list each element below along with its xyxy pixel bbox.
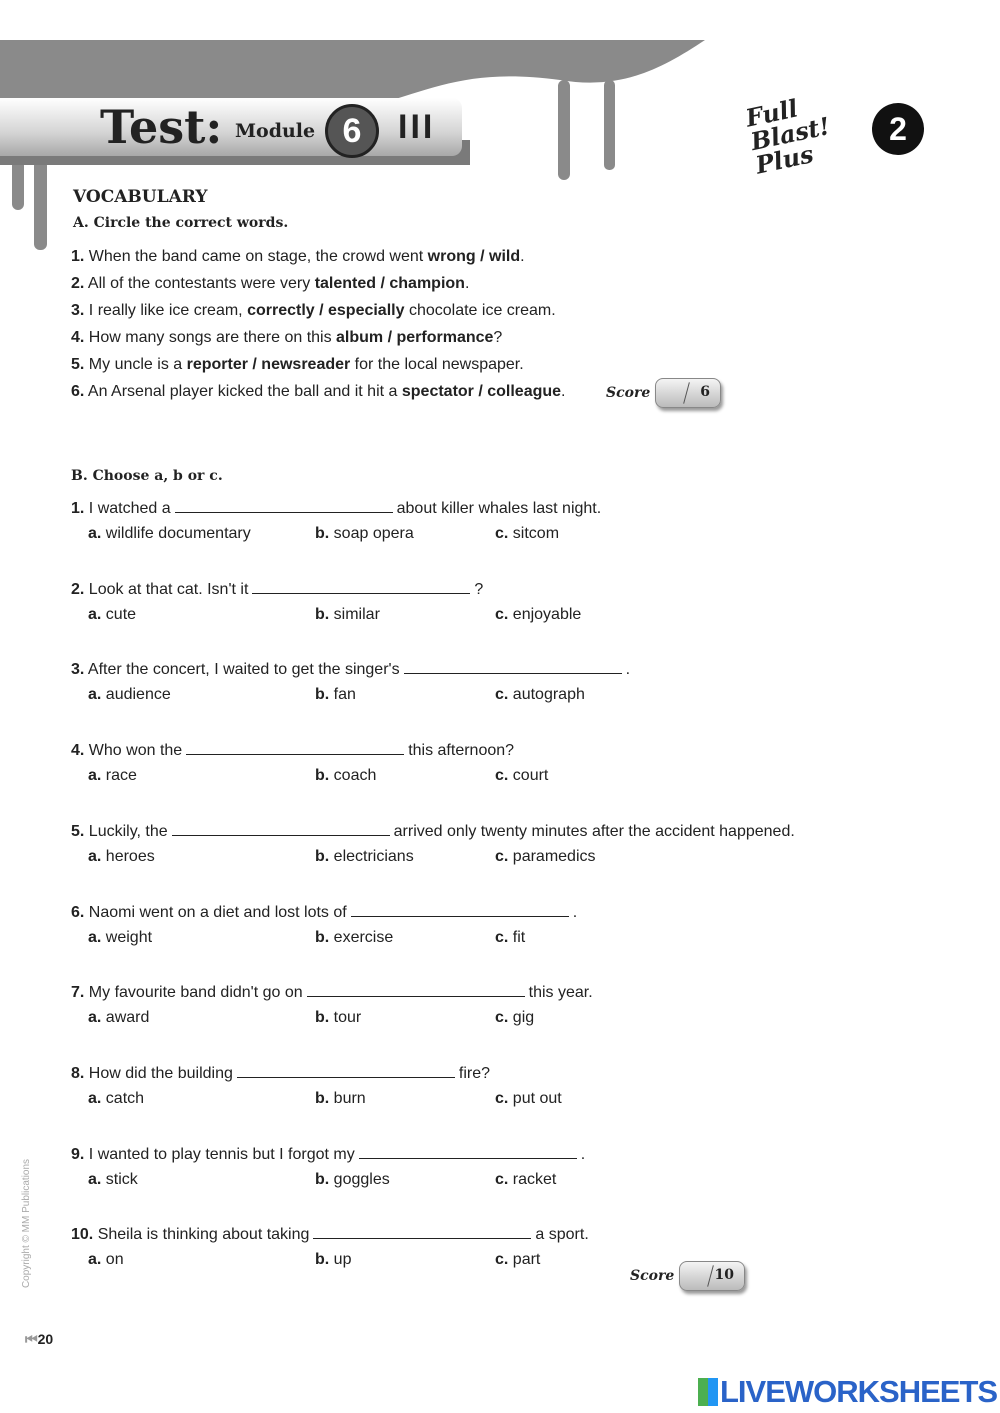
part-a-score-box[interactable] bbox=[655, 378, 721, 408]
option-text: paramedics bbox=[512, 847, 596, 865]
option-letter: b. bbox=[315, 525, 330, 542]
module-label: Module bbox=[235, 120, 316, 142]
part-b-question bbox=[71, 902, 577, 922]
question-text: Sheila is thinking about taking bbox=[97, 1226, 310, 1244]
option-letter: a. bbox=[88, 1251, 102, 1269]
question-text-end: this afternoon? bbox=[408, 742, 515, 760]
question-text-end: fire? bbox=[458, 1064, 491, 1082]
option-letter: b. bbox=[315, 1089, 330, 1107]
option-letter: b. bbox=[315, 686, 330, 704]
answer-blank[interactable] bbox=[175, 498, 393, 513]
word-choice[interactable]: talented / champion bbox=[314, 275, 465, 292]
question-text-end: . bbox=[625, 661, 631, 679]
rewind-icon: ⏮ bbox=[25, 1331, 38, 1347]
option-b[interactable] bbox=[315, 606, 380, 624]
option-text: race bbox=[105, 767, 137, 785]
option-c[interactable] bbox=[495, 1251, 540, 1269]
option-a[interactable] bbox=[88, 767, 137, 785]
question-number: 6. bbox=[71, 903, 85, 921]
option-b[interactable] bbox=[315, 848, 414, 866]
item-text-end: for the local newspaper. bbox=[350, 356, 524, 373]
answer-blank[interactable] bbox=[252, 579, 470, 594]
item-text-end: . bbox=[464, 275, 470, 292]
part-b-instruction: B. Choose a, b or c. bbox=[71, 468, 223, 484]
test-title: Test: bbox=[100, 100, 223, 154]
option-letter: a. bbox=[88, 767, 102, 785]
option-letter: c. bbox=[495, 928, 509, 946]
part-a-score-label: Score bbox=[606, 385, 651, 401]
question-number: 2. bbox=[71, 580, 85, 598]
option-text: similar bbox=[333, 605, 380, 623]
answer-blank[interactable] bbox=[307, 982, 525, 997]
part-a-item bbox=[71, 383, 566, 401]
question-text-end: a sport. bbox=[535, 1226, 589, 1244]
option-text: audience bbox=[105, 686, 171, 704]
part-b-question bbox=[71, 579, 483, 599]
option-letter: a. bbox=[88, 605, 102, 623]
question-number: 8. bbox=[71, 1064, 85, 1082]
option-letter: b. bbox=[315, 928, 330, 946]
word-choice[interactable]: correctly / especially bbox=[247, 302, 405, 319]
part-a-score-total: 6 bbox=[700, 384, 710, 400]
question-number: 5. bbox=[71, 822, 85, 840]
option-text: tour bbox=[333, 1009, 362, 1027]
option-letter: a. bbox=[88, 1009, 102, 1027]
item-text: An Arsenal player kicked the ball and it hit a bbox=[87, 383, 402, 400]
answer-blank[interactable] bbox=[313, 1224, 531, 1239]
item-number: 3. bbox=[71, 302, 85, 319]
option-letter: c. bbox=[495, 767, 509, 785]
part-a-item bbox=[71, 356, 524, 374]
option-c[interactable] bbox=[495, 1090, 562, 1108]
title-banner bbox=[0, 98, 462, 156]
option-letter: c. bbox=[495, 1089, 509, 1107]
option-text: court bbox=[512, 767, 549, 785]
item-number: 1. bbox=[71, 248, 85, 265]
answer-blank[interactable] bbox=[359, 1144, 577, 1159]
option-letter: b. bbox=[315, 1170, 330, 1188]
question-text: I wanted to play tennis but I forgot my bbox=[88, 1145, 355, 1163]
answer-blank[interactable] bbox=[404, 659, 622, 674]
question-text: Look at that cat. Isn't it bbox=[88, 580, 249, 598]
option-a[interactable] bbox=[88, 606, 136, 624]
option-c[interactable] bbox=[495, 1171, 556, 1189]
part-a-instruction: A. Circle the correct words. bbox=[73, 215, 289, 231]
question-text-end: this year. bbox=[528, 984, 593, 1002]
option-text: sitcom bbox=[512, 525, 560, 542]
option-letter: a. bbox=[88, 1089, 102, 1107]
question-text-end: . bbox=[572, 903, 578, 921]
question-number: 9. bbox=[71, 1145, 85, 1163]
page-number-value: 20 bbox=[37, 1331, 54, 1347]
option-text: part bbox=[512, 1251, 541, 1269]
option-text: put out bbox=[512, 1089, 562, 1107]
liveworksheets-logo-icon bbox=[698, 1378, 718, 1406]
page-number bbox=[25, 1331, 53, 1348]
option-b[interactable] bbox=[315, 1090, 366, 1108]
option-letter: a. bbox=[88, 928, 102, 946]
part-a-item bbox=[71, 329, 502, 347]
part-b-score-label: Score bbox=[630, 1268, 675, 1284]
section-title: VOCABULARY bbox=[73, 187, 208, 207]
option-text: up bbox=[333, 1251, 352, 1269]
option-text: burn bbox=[333, 1089, 366, 1107]
option-text: cute bbox=[105, 605, 137, 623]
part-b-question bbox=[71, 1224, 589, 1244]
option-text: coach bbox=[333, 767, 377, 785]
question-text: Who won the bbox=[88, 742, 183, 760]
option-a[interactable] bbox=[88, 1090, 144, 1108]
option-a[interactable] bbox=[88, 525, 251, 543]
question-text-end: arrived only twenty minutes after the accident happened. bbox=[393, 822, 795, 840]
option-letter: c. bbox=[495, 525, 509, 542]
item-number: 5. bbox=[71, 356, 85, 373]
question-number: 4. bbox=[71, 742, 85, 760]
question-text: After the concert, I waited to get the singer's bbox=[87, 661, 400, 679]
option-c[interactable] bbox=[495, 686, 585, 704]
option-c[interactable] bbox=[495, 525, 559, 543]
question-text: My favourite band didn't go on bbox=[88, 984, 303, 1002]
option-letter: c. bbox=[495, 1251, 509, 1269]
word-choice[interactable]: spectator / colleague bbox=[401, 383, 562, 400]
question-text-end: . bbox=[580, 1145, 586, 1163]
item-text: I really like ice cream, bbox=[88, 302, 248, 319]
word-choice[interactable]: reporter / newsreader bbox=[186, 356, 351, 373]
answer-blank[interactable] bbox=[186, 740, 404, 755]
item-number: 2. bbox=[71, 275, 85, 292]
option-text: autograph bbox=[512, 686, 585, 704]
option-c[interactable] bbox=[495, 848, 596, 866]
option-text: electricians bbox=[333, 847, 414, 865]
part-b-question bbox=[71, 821, 795, 841]
question-number: 10. bbox=[71, 1226, 94, 1244]
part-a-item bbox=[71, 302, 556, 320]
part-b-question bbox=[71, 740, 514, 760]
word-choice[interactable]: wrong / wild bbox=[427, 248, 521, 265]
part-b-question bbox=[71, 982, 593, 1002]
answer-blank[interactable] bbox=[172, 821, 390, 836]
option-b[interactable] bbox=[315, 686, 356, 704]
option-text: wildlife documentary bbox=[105, 525, 251, 542]
option-letter: a. bbox=[88, 847, 102, 865]
part-b-question bbox=[71, 498, 601, 518]
option-text: award bbox=[105, 1009, 150, 1027]
item-text-end: . bbox=[520, 248, 525, 265]
copyright-text: Copyright © MM Publications bbox=[21, 1158, 33, 1289]
question-text: Naomi went on a diet and lost lots of bbox=[88, 903, 347, 921]
part-b-question bbox=[71, 659, 630, 679]
option-letter: b. bbox=[315, 847, 330, 865]
part-a-item bbox=[71, 275, 469, 293]
option-text: on bbox=[105, 1251, 124, 1269]
option-text: racket bbox=[512, 1170, 557, 1188]
option-b[interactable] bbox=[315, 929, 393, 947]
item-text: All of the contestants were very bbox=[87, 275, 315, 292]
option-a[interactable] bbox=[88, 1251, 124, 1269]
part-b-score-total: 10 bbox=[714, 1267, 734, 1283]
option-text: soap opera bbox=[333, 525, 414, 542]
liveworksheets-brand: LIVEWORKSHEETS bbox=[720, 1374, 998, 1409]
question-text-end: ? bbox=[474, 580, 484, 598]
part-b-question bbox=[71, 1063, 490, 1083]
answer-blank[interactable] bbox=[351, 902, 569, 917]
option-text: catch bbox=[105, 1089, 145, 1107]
option-text: stick bbox=[105, 1170, 138, 1188]
option-b[interactable] bbox=[315, 1251, 351, 1269]
part-a-item bbox=[71, 248, 525, 266]
option-letter: a. bbox=[88, 525, 102, 542]
option-letter: c. bbox=[495, 1170, 509, 1188]
option-a[interactable] bbox=[88, 686, 171, 704]
option-text: weight bbox=[105, 928, 153, 946]
option-letter: c. bbox=[495, 847, 509, 865]
option-letter: c. bbox=[495, 686, 509, 704]
option-letter: a. bbox=[88, 1170, 102, 1188]
option-b[interactable] bbox=[315, 1009, 361, 1027]
item-number: 6. bbox=[71, 383, 85, 400]
option-text: goggles bbox=[333, 1170, 390, 1188]
option-b[interactable] bbox=[315, 1171, 390, 1189]
item-text-end: ? bbox=[493, 329, 503, 346]
question-text: I watched a bbox=[88, 500, 171, 517]
option-letter: b. bbox=[315, 605, 330, 623]
option-a[interactable] bbox=[88, 1171, 138, 1189]
option-b[interactable] bbox=[315, 525, 414, 543]
option-c[interactable] bbox=[495, 767, 548, 785]
option-text: gig bbox=[512, 1009, 535, 1027]
part-b-score-box[interactable] bbox=[679, 1261, 745, 1291]
part-b-question bbox=[71, 1144, 585, 1164]
question-number: 3. bbox=[71, 661, 85, 679]
question-text: How did the building bbox=[88, 1064, 233, 1082]
option-a[interactable] bbox=[88, 929, 152, 947]
option-letter: b. bbox=[315, 1251, 330, 1269]
option-text: enjoyable bbox=[512, 605, 582, 623]
item-text: My uncle is a bbox=[88, 356, 187, 373]
item-text-end: chocolate ice cream. bbox=[404, 302, 556, 319]
option-letter: a. bbox=[88, 686, 102, 704]
question-text: Luckily, the bbox=[88, 822, 168, 840]
option-letter: c. bbox=[495, 1009, 509, 1027]
option-text: fit bbox=[512, 928, 526, 946]
bars-decoration: III bbox=[398, 108, 436, 146]
option-c[interactable] bbox=[495, 606, 581, 624]
option-c[interactable] bbox=[495, 1009, 534, 1027]
item-number: 4. bbox=[71, 329, 85, 346]
option-letter: c. bbox=[495, 605, 509, 623]
option-a[interactable] bbox=[88, 848, 155, 866]
option-text: exercise bbox=[333, 928, 394, 946]
option-text: fan bbox=[333, 686, 356, 704]
option-letter: b. bbox=[315, 1009, 330, 1027]
word-choice[interactable]: album / performance bbox=[336, 329, 494, 346]
option-letter: b. bbox=[315, 767, 330, 785]
question-text-end: about killer whales last night. bbox=[396, 500, 602, 517]
full-blast-logo: Full Blast! Plus bbox=[743, 93, 833, 180]
option-text: heroes bbox=[105, 847, 155, 865]
item-text: When the band came on stage, the crowd went bbox=[88, 248, 428, 265]
item-text-end: . bbox=[561, 383, 566, 400]
option-c[interactable] bbox=[495, 929, 525, 947]
option-b[interactable] bbox=[315, 767, 376, 785]
option-a[interactable] bbox=[88, 1009, 149, 1027]
module-number-badge: 6 bbox=[325, 104, 379, 158]
question-number: 7. bbox=[71, 984, 85, 1002]
answer-blank[interactable] bbox=[237, 1063, 455, 1078]
level-badge: 2 bbox=[872, 103, 924, 155]
item-text: How many songs are there on this bbox=[88, 329, 337, 346]
question-number: 1. bbox=[71, 500, 85, 517]
